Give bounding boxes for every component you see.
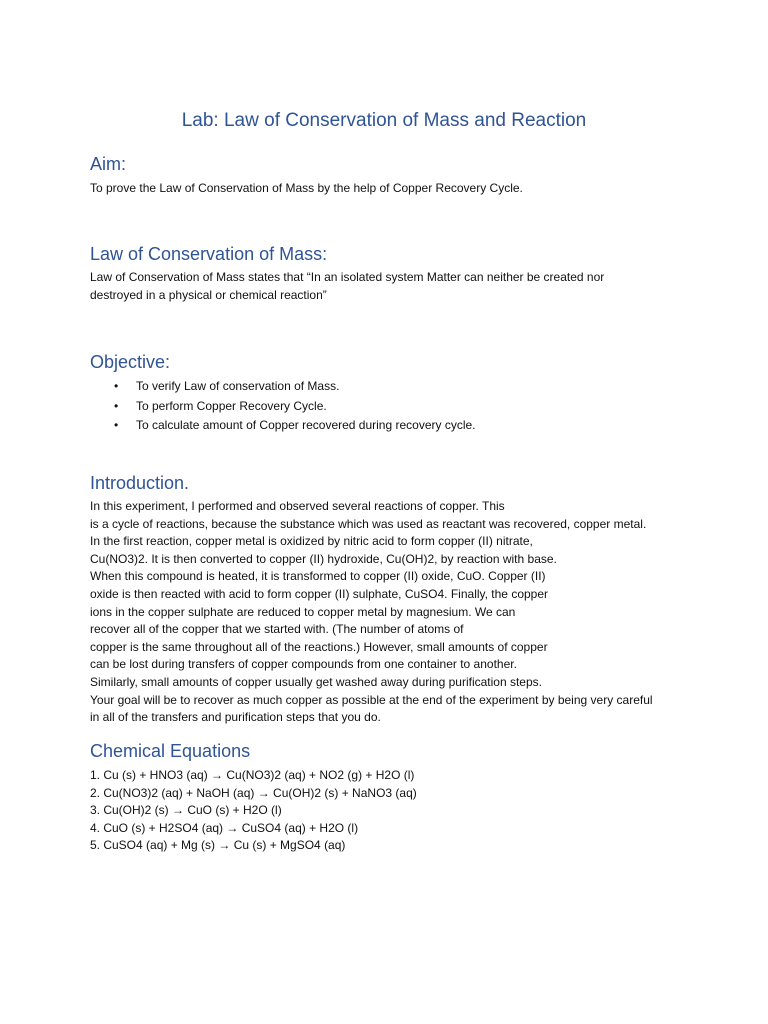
objective-heading: Objective:	[90, 352, 171, 372]
law-heading: Law of Conservation of Mass:	[90, 244, 328, 264]
intro-line: can be lost during transfers of copper compounds from one container to another.	[90, 657, 517, 672]
equation-line: 2. Cu(NO3)2 (aq) + NaOH (aq) → Cu(OH)2 (s) + NaNO3 (aq)	[90, 785, 417, 800]
intro-line: Similarly, small amounts of copper usually get washed away during purification steps.	[90, 674, 542, 689]
equation-line: 1. Cu (s) + HNO3 (aq) → Cu(NO3)2 (aq) + NO2 (g) + H2O (l)	[90, 768, 415, 782]
bullet-icon: •	[114, 418, 119, 433]
aim-text: To prove the Law of Conservation of Mass by the help of Copper Recovery Cycle.	[90, 181, 523, 195]
intro-line: copper is the same throughout all of the reactions.) However, small amounts of copper	[90, 639, 548, 654]
equation-line: 4. CuO (s) + H2SO4 (aq) → CuSO4 (aq) + H2O (l)	[90, 820, 359, 835]
intro-line: When this compound is heated, it is transformed to copper (II) oxide, CuO. Copper (II)	[90, 569, 546, 584]
intro-line: In this experiment, I performed and observed several reactions of copper. This	[90, 499, 505, 513]
intro-line: in all of the transfers and purification steps that you do.	[90, 710, 381, 725]
intro-line: Cu(NO3)2. It is then converted to copper (II) hydroxide, Cu(OH)2, by reaction with base.	[90, 551, 557, 566]
intro-line: oxide is then reacted with acid to form copper (II) sulphate, CuSO4. Finally, the copper	[90, 586, 549, 601]
list-item: • To verify Law of conservation of Mass.	[90, 377, 690, 397]
introduction-section	[90, 498, 690, 727]
intro-line: is a cycle of reactions, because the substance which was used as reactant was recovered, copper metal.	[90, 516, 647, 531]
law-section	[90, 269, 690, 304]
equations-section	[90, 767, 690, 855]
list-item: • To calculate amount of Copper recovered during recovery cycle.	[90, 416, 690, 436]
law-line: Law of Conservation of Mass states that “In an isolated system Matter can neither be created nor	[90, 270, 605, 284]
list-item: • To perform Copper Recovery Cycle.	[90, 397, 690, 417]
intro-line: In the first reaction, copper metal is oxidized by nitric acid to form copper (II) nitrate,	[90, 534, 533, 549]
bullet-icon: •	[114, 379, 119, 393]
equation-line: 5. CuSO4 (aq) + Mg (s) → Cu (s) + MgSO4 (aq)	[90, 838, 346, 853]
equations-heading: Chemical Equations	[90, 741, 251, 761]
page-title: Lab: Law of Conservation of Mass and Reaction	[181, 110, 587, 131]
aim-heading: Aim:	[90, 154, 126, 174]
bullet-icon: •	[114, 398, 119, 413]
objective-section	[90, 377, 690, 436]
intro-line: recover all of the copper that we started with. (The number of atoms of	[90, 622, 464, 637]
intro-line: Your goal will be to recover as much copper as possible at the end of the experiment by being very careful	[90, 692, 653, 707]
equation-line: 3. Cu(OH)2 (s) → CuO (s) + H2O (l)	[90, 803, 282, 818]
objective-list	[90, 377, 690, 436]
aim-section	[90, 180, 690, 198]
introduction-heading: Introduction.	[90, 473, 190, 493]
law-line: destroyed in a physical or chemical reaction”	[90, 287, 327, 302]
intro-line: ions in the copper sulphate are reduced to copper metal by magnesium. We can	[90, 604, 516, 619]
